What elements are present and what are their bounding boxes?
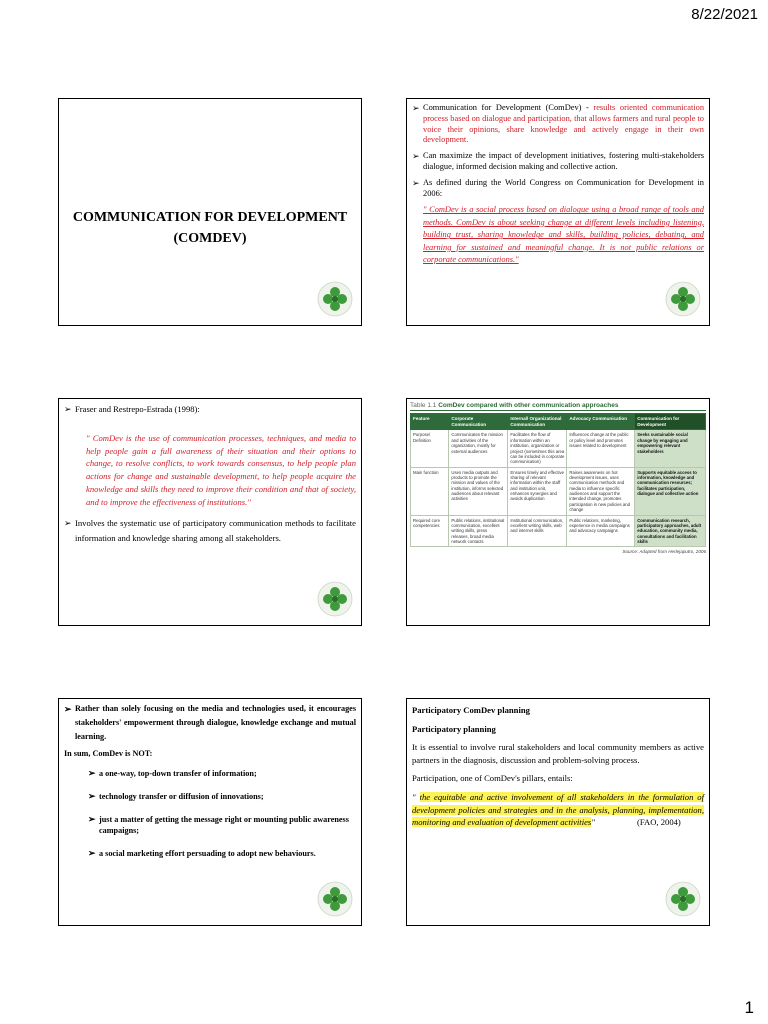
slide-6-heading: Participatory ComDev planning (412, 705, 530, 715)
slide-2-bullet-2: ➢ Can maximize the impact of development initiatives, fostering multi-stakeholders dialogue, informed decision making and collective action. (412, 151, 704, 173)
slide-1-title (59, 207, 361, 249)
table-cell: Raises awareness on hot development issues, uses communication methods and media to influence specific audiences and support the intended change, promotes participation in new policies and change (567, 467, 635, 515)
page-number: 1 (744, 998, 754, 1017)
table-cell: Purpose/ Definition (411, 430, 449, 467)
table-caption-title: ComDev compared with other communication approaches (438, 402, 619, 409)
table-cell: Seeks sustainable social change by engaging and empowering relevant stakeholders (635, 430, 706, 467)
slide-3 (58, 398, 362, 626)
slide-6-quote: the equitable and active involvement of all stakeholders in the formulation of development policies and strategies and in the analysis, planning, implementation, monitoring and evaluation of development activities (412, 791, 704, 828)
table-header-cell: Advocacy Communication (567, 414, 635, 430)
table-cell: Public relations, marketing, experience in media campaigns and advocacy campaigns (567, 515, 635, 547)
slide-2 (406, 98, 710, 326)
slide-3-bullet-1: ➢ Fraser and Restrepo-Estrada (1998): (64, 404, 356, 414)
slide-6-quote-close: " (591, 817, 595, 828)
slide-6-subheading: Participatory planning (412, 723, 496, 734)
table-cell: Ensures timely and effective sharing of relevant information within the staff and institution unit, enhances synergies and avoids duplication (508, 467, 567, 515)
clover-emblem-icon (665, 881, 701, 917)
table-cell: Communicates the mission and activities of the organization, mostly for external audiences (449, 430, 508, 467)
table-header-cell: Corporate Communication (449, 414, 508, 430)
table-cell: Institutional communication, excellent writing skills, web and internet skills (508, 515, 567, 547)
clover-emblem-icon (317, 581, 353, 617)
slide-5-not-item: ➢ just a matter of getting the message right or mounting public awareness campaigns; (88, 814, 356, 836)
slide-1-title-line1: COMMUNICATION FOR DEVELOPMENT (72, 210, 348, 225)
slide-6-quote-block (412, 791, 704, 829)
slide-1 (58, 98, 362, 326)
print-date: 8/22/2021 (691, 6, 758, 23)
table-header-cell: Internal/ Organizational Communication (508, 414, 567, 430)
table-cell: Influences change at the public or policy level and promotes issues related to development (567, 430, 635, 467)
table-caption-number: Table 1.1 (410, 402, 437, 409)
slide-2-bullet-3: ➢ As defined during the World Congress on Communication for Development in 2006: (412, 178, 704, 200)
table-cell: Public relations, institutional communication, excellent writing skills, press releases, broad media network contacts (449, 515, 508, 547)
comdev-comparison-table (410, 413, 706, 547)
slide-6-paragraph-1: It is essential to involve rural stakeholders and local community members as active partners in the diagnosis, discussion and problem-solving process. (412, 742, 704, 765)
table-cell: Uses media outputs and products to promote the mission and values of the institution, informs selected audiences about relevant activities (449, 467, 508, 515)
table-cell: Communication research, participatory approaches, adult education, community media, consultations and facilitation skills (635, 515, 706, 547)
table-cell: Main function (411, 467, 449, 515)
slide-5-not-item: ➢ a social marketing effort persuading to adopt new behaviours. (88, 848, 356, 859)
slide-1-title-line2: (COMDEV) (173, 231, 247, 246)
table-header-cell: Feature (411, 414, 449, 430)
slide-5-lead: In sum, ComDev is NOT: (64, 749, 153, 758)
slide-5-bullet-1: ➢ Rather than solely focusing on the media and technologies used, it encourages stakeholders' empowerment through dialogue, knowledge exchange and mutual learning. (64, 702, 356, 744)
slide-6-quote-open: " (412, 791, 416, 802)
slide-5 (58, 698, 362, 926)
slide-2-quote: " ComDev is a social process based on dialogue using a broad range of tools and methods. ComDev is about seeking change at different levels including listening, building trust, sharing knowledge and skills, building policies, debating, and learning for sustained and meaningful change. It is not public relations or corporate communications." (423, 205, 704, 264)
slide-3-bullet-2: ➢ Involves the systematic use of participatory communication methods to facilitate information and knowledge sharing among all stakeholders. (64, 516, 356, 546)
slide-6-citation: (FAO, 2004) (637, 817, 681, 828)
table-header-row (411, 414, 706, 430)
table-cell: Facilitates the flow of information within an institution, organization or project (sometimes this area can be included in corporate communication) (508, 430, 567, 467)
table-row (411, 430, 706, 467)
slide-3-quote: " ComDev is the use of communication processes, techniques, and media to help people gain a full awareness of their situation and their options to change, to resolve conflicts, to work towards consensus, to help people plan actions for change and sustainable development, to help people acquire the knowledge and skills they need to improve their condition and that of society, and to improve the effectiveness of institutions." (86, 433, 356, 507)
table-cell: Required core competencies (411, 515, 449, 547)
slide-2-bullet-1 (412, 103, 704, 146)
slide-6-paragraph-2: Participation, one of ComDev's pillars, entails: (412, 773, 573, 784)
slide-4 (406, 398, 710, 626)
slide-5-not-item: ➢ technology transfer or diffusion of innovations; (88, 791, 356, 802)
table-caption (410, 402, 706, 411)
clover-emblem-icon (665, 281, 701, 317)
table-source: Source: Adapted from Herlejaputro, 2006 (622, 549, 706, 555)
clover-emblem-icon (317, 881, 353, 917)
slide-2-bullet-1-definition: results oriented communication process based on dialogue and participation, that allows farmers and rural people to voice their opinions, share knowledge and actively engage in their own development. (423, 103, 705, 145)
slide-5-not-item: ➢ a one-way, top-down transfer of information; (88, 768, 356, 779)
table-header-cell: Communication for Development (635, 414, 706, 430)
clover-emblem-icon (317, 281, 353, 317)
slide-2-bullet-1-lead: Communication for Development (ComDev) - (423, 103, 589, 112)
slide-6 (406, 698, 710, 926)
table-row (411, 515, 706, 547)
table-row (411, 467, 706, 515)
table-cell: Supports equitable access to information, knowledge and communication resources; facilitates participation, dialogue and collective action (635, 467, 706, 515)
